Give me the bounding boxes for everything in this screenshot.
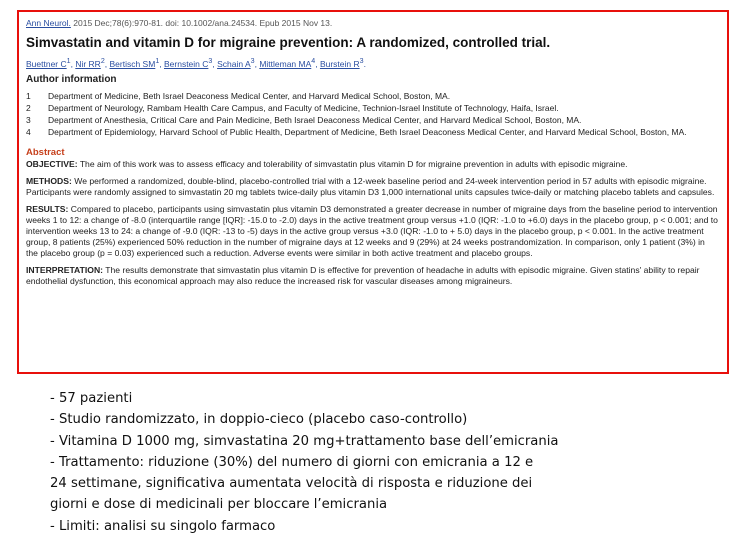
affiliation-list <box>26 91 719 138</box>
abstract-methods <box>26 176 719 198</box>
affiliation-number: 1 <box>26 90 31 101</box>
author-link[interactable]: Nir RR <box>75 58 101 69</box>
author-affil-sup: 3 <box>250 57 255 65</box>
section-text: The aim of this work was to assess efficacy and tolerability of simvastatin plus vitamin D for migraine prevention in adults with episodic migraine. <box>79 158 628 169</box>
author-link[interactable]: Bertisch SM <box>109 58 156 69</box>
author-link[interactable]: Buettner C <box>26 58 67 69</box>
section-label: OBJECTIVE: <box>26 158 78 169</box>
note-line: - Studio randomizzato, in doppio-cieco (placebo caso-controllo) <box>50 412 468 428</box>
affiliation-item <box>26 115 719 126</box>
author-affil-sup: 4 <box>311 57 316 65</box>
affiliation-text: Department of Epidemiology, Harvard School of Public Health, Department of Medicine, Beth Israel Deaconess Medical Center, and Harvard Medical School, Boston, MA. <box>48 126 687 137</box>
affiliation-item <box>26 103 719 114</box>
citation-details: 2015 Dec;78(6):970-81. doi: 10.1002/ana.24534. Epub 2015 Nov 13. <box>73 18 333 28</box>
citation-line <box>26 17 719 29</box>
note-line: - Trattamento: riduzione (30%) del numero di giorni con emicrania a 12 e <box>50 454 534 470</box>
section-text: We performed a randomized, double-blind, placebo-controlled trial with a 12-week baseline period and 24-week intervention period in 57 adults with episodic migraine. Participants were randomly assigned to simvastatin 20 mg tablets twice-daily plus vitamin D3 1,000 international units capsules twice-daily or matching placebo tablets and capsules. <box>26 175 715 197</box>
abstract-heading: Abstract <box>26 146 65 158</box>
note-line: - Limiti: analisi su singolo farmaco <box>50 518 276 534</box>
author-list: Buettner $C^1$, Nir $RR^2$, Bertisch $SM^1$, Bernstein $C^3$, Schain $A^3$, Mittleman $MA^4$, Burstein $R^3$. <box>26 57 366 69</box>
note-line: 24 settimane, significativa aumentata velocità di risposta e riduzione dei <box>50 476 533 492</box>
affiliation-number: 2 <box>26 102 31 113</box>
affiliation-number: 3 <box>26 114 31 125</box>
author-link[interactable]: Bernstein C <box>163 58 209 69</box>
section-label: METHODS: <box>26 175 72 186</box>
note-line: - Vitamina D 1000 mg, simvastatina 20 mg+trattamento base dell’emicrania <box>50 433 559 449</box>
author-affil-sup: 2 <box>100 57 105 65</box>
section-label: INTERPRETATION: <box>26 264 104 275</box>
abstract-interpretation <box>26 265 719 287</box>
author-link[interactable]: Schain A <box>217 58 251 69</box>
section-text: Compared to placebo, participants using simvastatin plus vitamin D3 demonstrated a greater decrease in number of migraine days from the baseline period to intervention weeks 1 to 12: a change of -8.0 (interquartile range [IQR]: -15.0 to -2.0) days in the active treatment group versus +1.0 (IQR: -1.0 to +6.0) days in the placebo group, p < 0.001; and to intervention weeks 13 to 24: a change of -9.0 (IQR: -13 to -5) days in the active group versus +3.0 (IQR: -1.0 to + 5.0) days in the placebo group, p < 0.001. In the active treatment group, 8 patients (25%) experienced 50% reduction in the number of migraine days at 12 weeks and 9 (29%) at 24 weeks postrandomization. In comparison, only 1 patient (3%) in the placebo group (p = 0.03) experienced such a reduction. Adverse events were similar in both active treatment and placebo groups. <box>26 203 718 258</box>
summary-notes <box>50 388 740 537</box>
article-title: Simvastatin and vitamin D for migraine prevention: A randomized, controlled trial. <box>26 35 551 50</box>
author-affil-sup: 3 <box>359 57 364 65</box>
author-link[interactable]: Mittleman MA <box>259 58 312 69</box>
affiliation-text: Department of Anesthesia, Critical Care and Pain Medicine, Beth Israel Deaconess Medical Center, and Harvard Medical School, Boston, MA. <box>48 114 582 125</box>
author-link[interactable]: Burstein R <box>319 58 360 69</box>
section-text: The results demonstrate that simvastatin plus vitamin D is effective for prevention of headache in adults with episodic migraine. Given statins' ability to repair endothelial dysfunction, this economical approach may also reduce the increased risk for vascular diseases among migraineurs. <box>26 264 700 286</box>
affiliation-text: Department of Medicine, Beth Israel Deaconess Medical Center, and Harvard Medical School, Boston, MA. <box>48 90 451 101</box>
affiliation-text: Department of Neurology, Rambam Health Care Campus, and Faculty of Medicine, Technion-Israel Institute of Technology, Haifa, Israel. <box>48 102 559 113</box>
author-affil-sup: 3 <box>208 57 213 65</box>
affiliation-number: 4 <box>26 126 31 137</box>
author-information-heading[interactable]: Author information <box>26 73 117 85</box>
affiliation-item <box>26 127 719 138</box>
abstract-objective <box>26 159 719 170</box>
affiliation-item <box>26 91 719 102</box>
section-label: RESULTS: <box>26 203 69 214</box>
author-affil-sup: 1 <box>155 57 160 65</box>
author-affil-sup: 1 <box>66 57 71 65</box>
journal-link[interactable]: Ann Neurol. <box>26 18 71 28</box>
note-line: - 57 pazienti <box>50 391 133 406</box>
abstract-screenshot-frame <box>17 10 729 374</box>
abstract-results <box>26 204 719 259</box>
note-line: giorni e dose di medicinali per bloccare l’emicrania <box>50 497 388 513</box>
